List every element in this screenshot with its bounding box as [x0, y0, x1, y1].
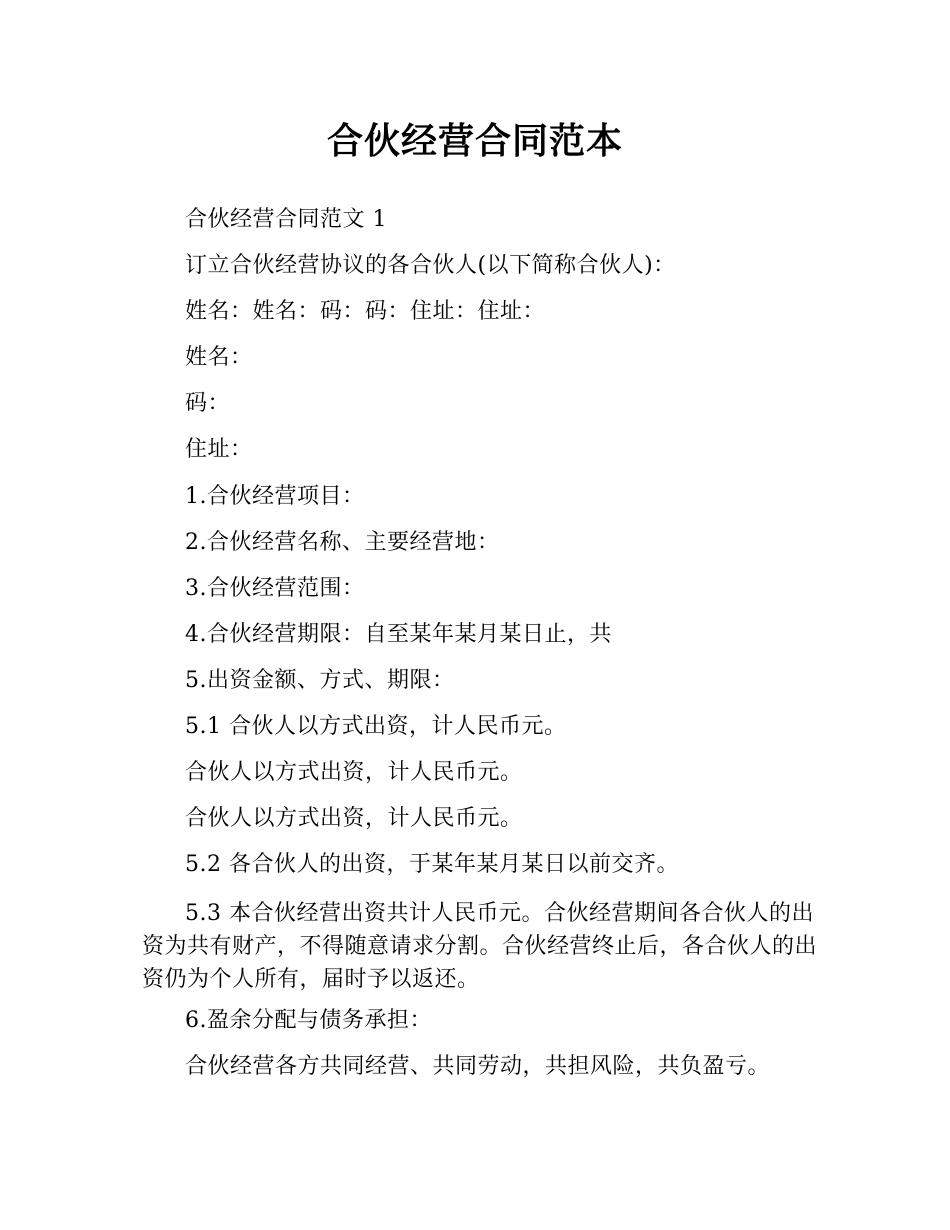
- paragraph-5-3: 5.3 本合伙经营出资共计人民币元。合伙经营期间各合伙人的出资为共有财产，不得随意请求分割。合伙经营终止后，各合伙人的出资仍为个人所有，届时予以返还。: [142, 901, 818, 992]
- text-line: 4.合伙经营期限：自至某年某月某日止，共: [185, 622, 612, 647]
- text-line: 1.合伙经营项目：: [185, 484, 365, 509]
- text-line: 2.合伙经营名称、主要经营地：: [185, 530, 500, 555]
- document-title: 合伙经营合同范本: [326, 121, 623, 162]
- text-line: 姓名：姓名：码：码：住址：住址：: [185, 299, 546, 324]
- text-line: 5.1 合伙人以方式出资，计人民币元。: [185, 714, 567, 739]
- text-line: 住址：: [185, 437, 253, 462]
- text-line: 合伙经营合同范文 1: [185, 207, 387, 232]
- text-line: 6.盈余分配与债务承担：: [185, 1008, 432, 1033]
- text-line: 码：: [185, 391, 231, 416]
- text-line: 3.合伙经营范围：: [185, 576, 365, 601]
- text-line: 订立合伙经营协议的各合伙人(以下简称合伙人)：: [185, 253, 676, 278]
- text-line: 姓名：: [185, 345, 253, 370]
- text-line: 合伙经营各方共同经营、共同劳动，共担风险，共负盈亏。: [185, 1054, 771, 1079]
- text-line: 5.出资金额、方式、期限：: [185, 668, 455, 693]
- text-line: 5.2 各合伙人的出资，于某年某月某日以前交齐。: [185, 852, 679, 877]
- text-line: 合伙人以方式出资，计人民币元。: [185, 760, 523, 785]
- text-line: 合伙人以方式出资，计人民币元。: [185, 806, 523, 831]
